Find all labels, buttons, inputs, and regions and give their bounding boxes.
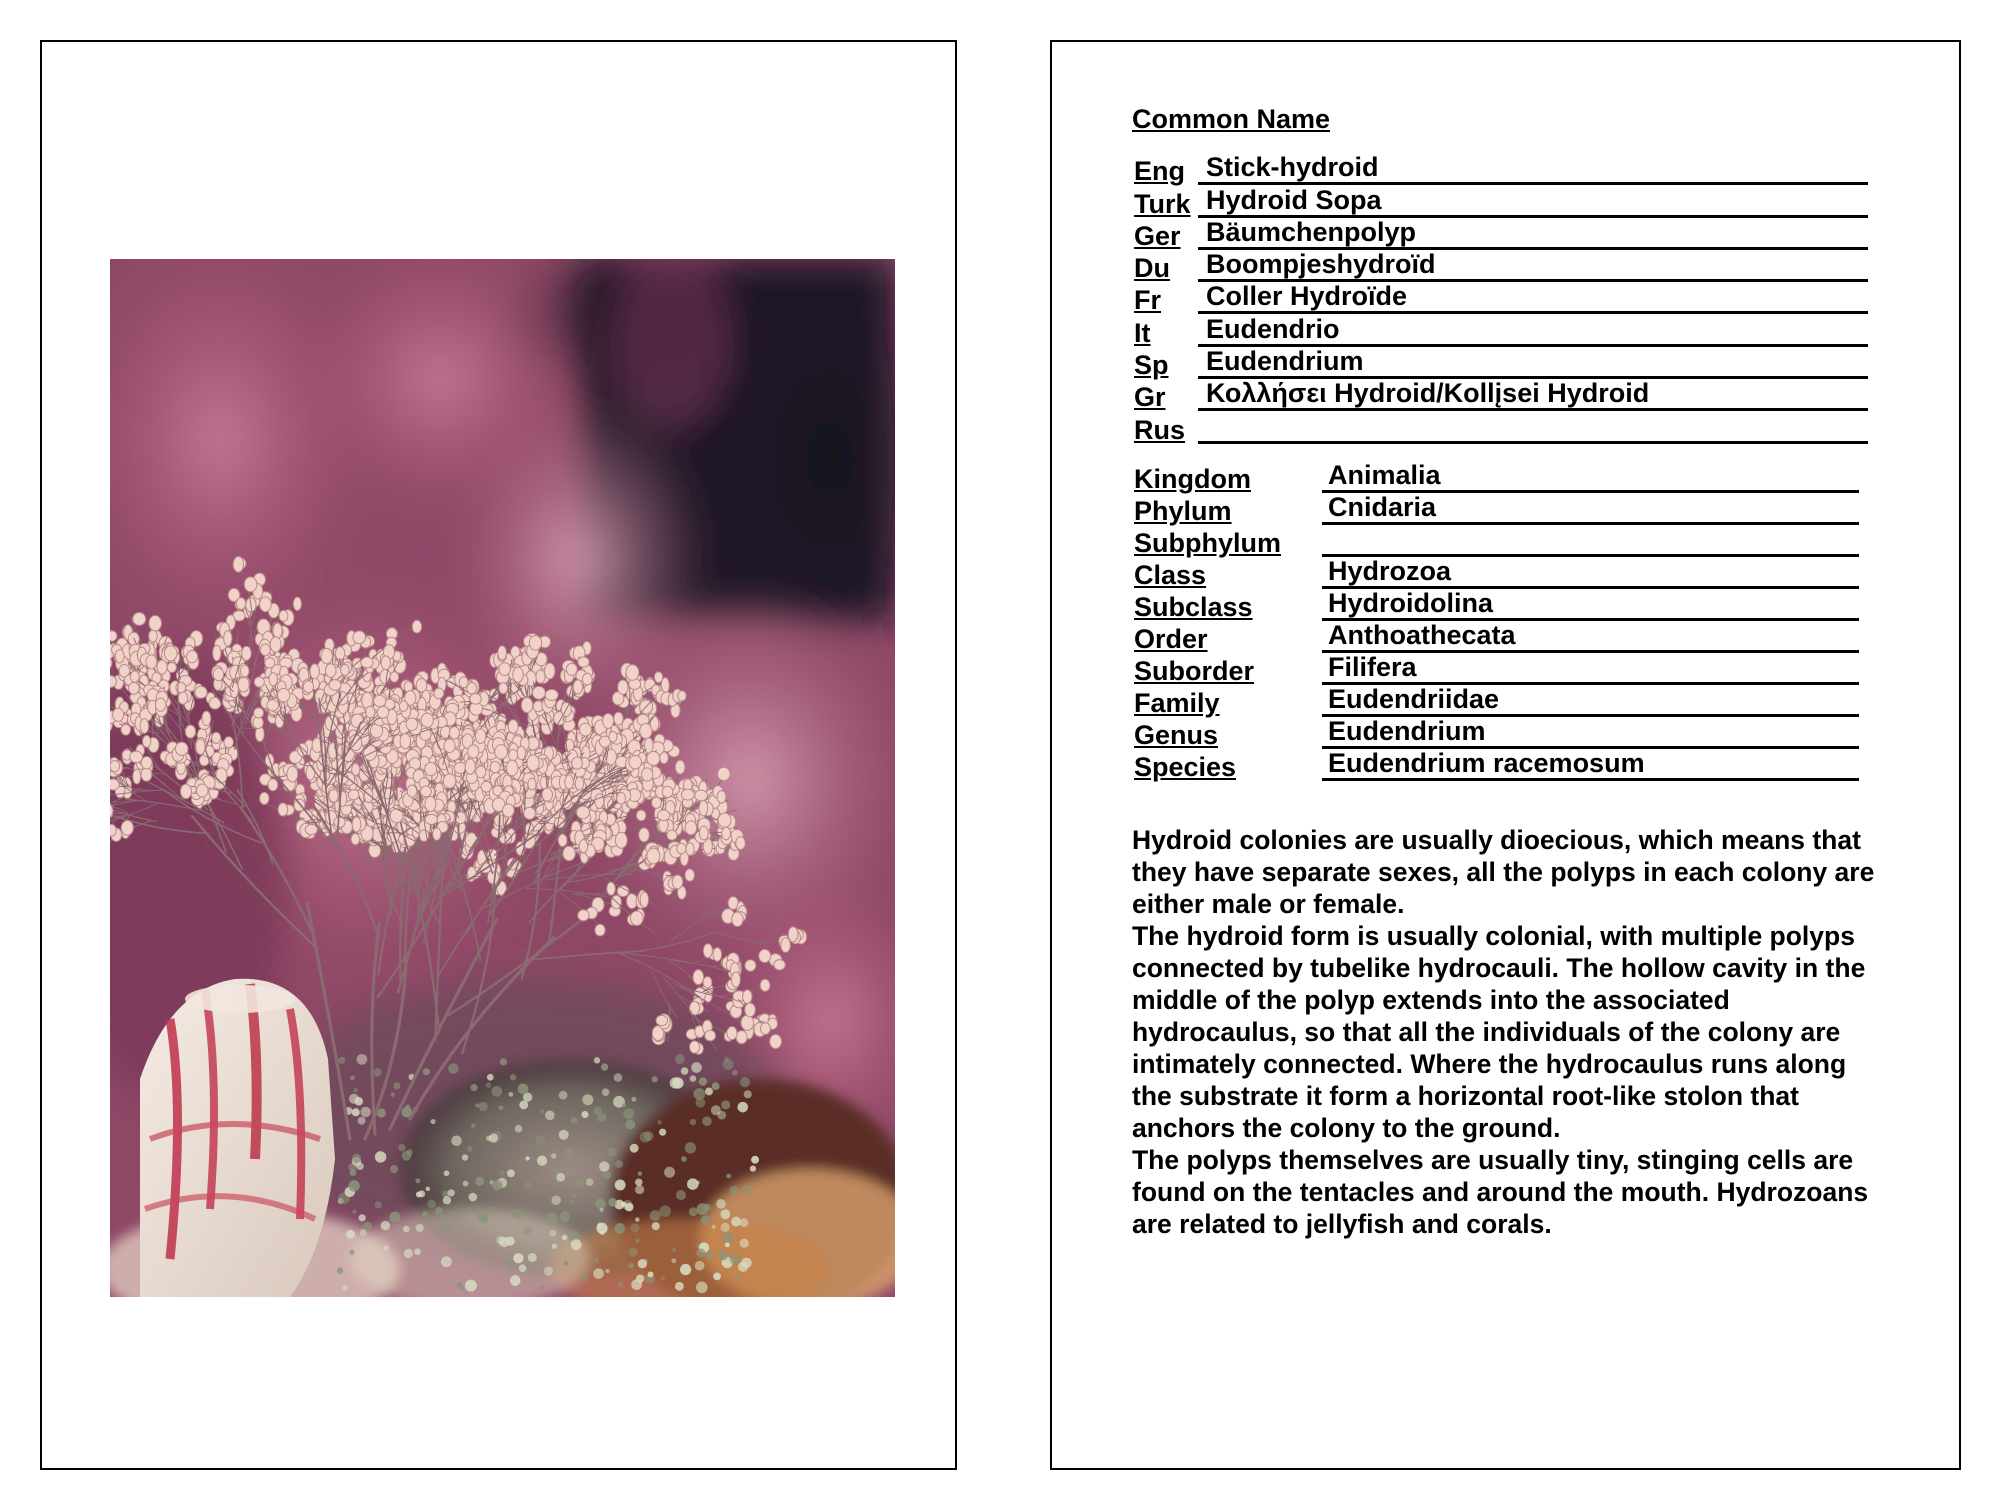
common-name-row-sp (1134, 347, 1868, 379)
taxonomy-row-order (1134, 621, 1859, 653)
rank-label: Subclass (1134, 592, 1253, 622)
rank-value: Filifera (1322, 654, 1859, 685)
common-name-value: Coller Hydroïde (1198, 283, 1868, 314)
taxonomy-row-species (1134, 749, 1859, 781)
common-name-value (1198, 413, 1868, 444)
rank-label: Species (1134, 752, 1237, 782)
lang-label: Gr (1134, 382, 1166, 413)
common-name-value: Eudendrium (1198, 348, 1868, 379)
common-name-row-fr (1134, 282, 1868, 314)
taxonomy-row-phylum (1134, 493, 1859, 525)
taxonomy-list (1134, 461, 1859, 781)
taxonomy-row-subphylum (1134, 525, 1859, 557)
lang-label: Turk (1134, 188, 1191, 219)
hydroid-photo (110, 259, 895, 1297)
lang-label: Sp (1134, 350, 1169, 381)
common-name-row-gr (1134, 379, 1868, 411)
common-name-row-eng (1134, 153, 1868, 185)
rank-label: Kingdom (1134, 464, 1251, 494)
common-name-value: Κολλήσει Hydroid/Kollįsei Hydroid (1198, 380, 1868, 411)
common-name-list (1134, 153, 1868, 444)
lang-label: Rus (1134, 414, 1186, 445)
rank-value: Animalia (1322, 462, 1859, 493)
species-description (1132, 824, 1892, 1240)
common-name-row-it (1134, 314, 1868, 346)
rank-label: Family (1134, 688, 1220, 718)
lang-label: Fr (1134, 285, 1161, 316)
rank-value: Anthoathecata (1322, 622, 1859, 653)
common-name-value: Eudendrio (1198, 316, 1868, 347)
lang-label: Du (1134, 253, 1170, 284)
taxonomy-row-genus (1134, 717, 1859, 749)
common-name-row-du (1134, 250, 1868, 282)
taxonomy-row-suborder (1134, 653, 1859, 685)
description-paragraph: The polyps themselves are usually tiny, stinging cells are found on the tentacles and around the mouth. Hydrozoans are related to jellyfish and corals. (1132, 1145, 1869, 1239)
taxonomy-row-class (1134, 557, 1859, 589)
common-name-heading: Common Name (1132, 104, 1331, 134)
common-name-row-rus (1134, 411, 1868, 443)
rank-value (1322, 526, 1859, 557)
lang-label: It (1134, 317, 1151, 348)
rank-label: Order (1134, 624, 1208, 654)
taxonomy-row-family (1134, 685, 1859, 717)
common-name-value: Bäumchenpolyp (1198, 219, 1868, 250)
rank-label: Genus (1134, 720, 1219, 750)
rank-label: Suborder (1134, 656, 1255, 686)
common-name-value: Stick-hydroid (1198, 154, 1868, 185)
rank-value: Eudendrium racemosum (1322, 750, 1859, 781)
common-name-row-turk (1134, 185, 1868, 217)
rank-label: Subphylum (1134, 528, 1281, 558)
lang-label: Eng (1134, 156, 1185, 187)
rank-value: Eudendrium (1322, 718, 1859, 749)
taxonomy-row-kingdom (1134, 461, 1859, 493)
lang-label: Ger (1134, 220, 1181, 251)
rank-value: Hydrozoa (1322, 558, 1859, 589)
common-name-value: Boompjeshydroïd (1198, 251, 1868, 282)
rank-value: Eudendriidae (1322, 686, 1859, 717)
rank-value: Cnidaria (1322, 494, 1859, 525)
photo-card (40, 40, 957, 1470)
barnacle-shell (140, 979, 335, 1297)
description-paragraph: The hydroid form is usually colonial, with multiple polyps connected by tubelike hydrocauli. The hollow cavity in the middle of the polyp extends into the associated hydrocaulus, so that all the individuals of the colony are intimately connected. Where the hydrocaulus runs along the substrate it form a horizontal root-like stolon that anchors the colony to the ground. (1132, 921, 1866, 1143)
common-name-value: Hydroid Sopa (1198, 187, 1868, 218)
info-card (1050, 40, 1961, 1470)
rank-label: Class (1134, 560, 1207, 590)
rank-label: Phylum (1134, 496, 1232, 526)
taxonomy-row-subclass (1134, 589, 1859, 621)
common-name-row-ger (1134, 218, 1868, 250)
rank-value: Hydroidolina (1322, 590, 1859, 621)
description-paragraph: Hydroid colonies are usually dioecious, which means that they have separate sexes, all the polyps in each colony are either male or female. (1132, 825, 1875, 919)
